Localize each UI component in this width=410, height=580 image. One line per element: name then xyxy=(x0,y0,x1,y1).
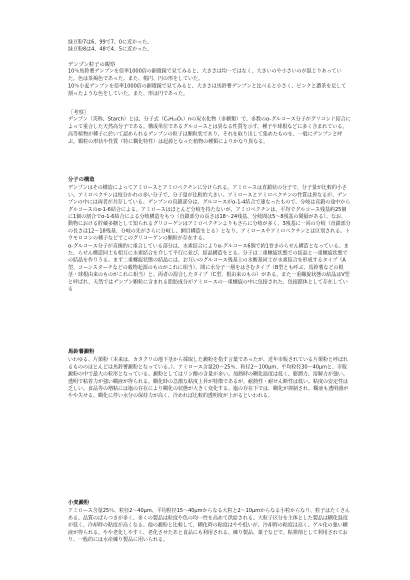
potato-starch-paragraph: いわゆる、片栗粉（本来は、カタクリの地下茎から採取した澱粉を指す言葉であったが、近年市販されている片栗粉と呼ばれるもののほとんどは馬鈴薯澱粉となっている。）。アミロース含量20〜25％、粒径2〜100μm、平均粒径30〜40μmと、市販澱粉の中で最大の粒形となっている。澱粉としてはリン酸の含量が多い。加熱時の糊化温度は低く、膨潤力、溶解力が強い。透明で粘着力が強い糊液が得られる。糊化時の急激な粘度上昇が特徴であるが、耐熱性・耐せん断性は低い。粘度の安定性は乏しい。食品等の増粘には塩の存在により糊化の状態が大きく変化する。塩の存在下では、糊化が抑制され、糊液も透明感がやや失せる。糊化に伴い水分の保持力が高く、冷めれば比較的透明度が上がるといわれる。 xyxy=(68,357,349,399)
discussion-section xyxy=(68,109,351,146)
result-line: 緑豆粉8は4、48で4、5に近かった。 xyxy=(68,46,153,53)
molecular-structure-heading: 分子の構造 xyxy=(68,176,95,183)
observation-paragraph: 10％小麦デンプンを倍率1000倍の顕微鏡で見てみると、大きさは馬鈴薯デンプンと比べると小さく、ピンクと濃茶を足して割ったような色をしていた。また、形は円であった。 xyxy=(68,83,347,97)
potato-starch-heading: 馬鈴薯澱粉 xyxy=(68,348,95,355)
structure-paragraph: α-グルコース分子が直線的に重合している部分は、水素結合によりα-グルコース6個で約1巻きのらせん構造となっている。また、らせん構造同士も相互に水素結合を介して平行に並び、結晶構造をとる。分子は二重螺旋状態での結晶と一重螺旋状態での結晶を作りうる。まず二重螺旋状態の結晶には、お互いのグルコース残基上の水酸基同士が水素結合を形成するタイプ（A型、コーンスターチなどの穀物起源のものがこれに相当）、間に水分子一層をはさむタイプ（B型とも呼ぶ、馬鈴薯などの根茎・球根由来のものがこれに相当）と、両者の混合したタイプ（C型、根由来のもの）がある。また一重螺旋状態の結晶はV型と呼ばれ、天然ではデンプン顆粒に含まれる脂肪成分がアミロースの一重螺旋の中に包接された、包接錯体として存在している xyxy=(68,243,350,293)
result-line: 緑豆粉7は6、99で7、0に近かった。 xyxy=(68,39,153,45)
wheat-starch-heading: 小麦澱粉 xyxy=(68,499,90,506)
discussion-paragraph: デンプン（英称、Starch）とは、分子式（C₆H₁₀O₅）nの炭水化物（多糖類）で、多数のα-グルコース分子がグリコシド結合によって重合した天然高分子である。構成単位であるグルコースとは異なる性質を示す。種子や球根などに多く含まれている。 xyxy=(68,116,351,130)
results-section xyxy=(68,39,351,53)
molecular-structure-section xyxy=(68,176,351,293)
structure-paragraph: デンプンはその構造によってアミロースとアミロペクチンに分けられる。アミロースは直鎖状の分子で、分子量が比較的小さい。アミロペクチンは枝分かれの多い分子で、分子量が比較的大きい。アミロースとアミロペクチンの性質は異なるが、デンプンの中には両者が共存している。デンプンの直鎖部分は、グルコースがα-1-4結合で連なったもので、分岐は直鎖の途中からグルコースのα-1-6結合による。アミロースはほとんど分岐を持たないが、アミロペクチンは、平均でグルコース残基約25個に1個の割合でα-1-6結合による分岐構造をもつ（直鎖部分の長さは18〜24残基、分岐間は5〜8残基の間隔がある）。なお、動物における貯蔵多糖として知られるグリコーゲンはアミロペクチンよりもさらに分岐が多く、3残基に一回の分岐（直鎖部分の長さは12〜18残基、分岐の先がさらに分岐し、網目構造をとる）となり、アミロースやアミロペクチンとは区別される。トウモロコシの種子などでこのグリコーゲンの顆粒が存在する。 xyxy=(68,185,351,242)
wheat-starch-paragraph: アミロース含量25％、粒径2〜40μm、平均粒径15〜40μmからなる大粒と2〜10μmからなる小粒からなり、粒子はたくさんある。品質のばらつきが多く、多くの製品は粒度や色の均一性を高めて供給される。大粒子区分を主体とした製品は糊化温度が低く、冷却時の粘度が高くなる。他の澱粉と比較して、糊化時の粘度はやや低いが、冷却時の粘度は高く、ゲル化の強い糊液が得られる。やや老化しやすく、老化させたあと食品にも利用される。練り製品、菓子などで、粘弾剤として利用されており、一般的には水産練り製品に用いられる。 xyxy=(68,508,351,543)
observation-heading: デンプン粒子の観察 xyxy=(68,61,116,68)
potato-starch-section xyxy=(68,348,351,400)
observation-section xyxy=(68,61,351,98)
discussion-paragraph: 高等植物が種子に於いて認められるデンプンの粒子は顆粒状であり、それを取り出して集めたものを、一般にデンプンと呼ぶ。顆粒の形状や性質（特に糊化特性）は起源となった植物の種類によりかなり異なる。 xyxy=(68,131,343,145)
wheat-starch-section xyxy=(68,499,351,544)
discussion-heading: ［考察］ xyxy=(68,109,90,116)
observation-paragraph: 10％馬鈴薯デンプンを倍率1000倍の顕微鏡で見てみると、大きさは均一ではなく、大きいのや小さいのが混じりあっていた。色は茶褐色であった。また、楕円、円の形をしていた。 xyxy=(68,68,342,82)
